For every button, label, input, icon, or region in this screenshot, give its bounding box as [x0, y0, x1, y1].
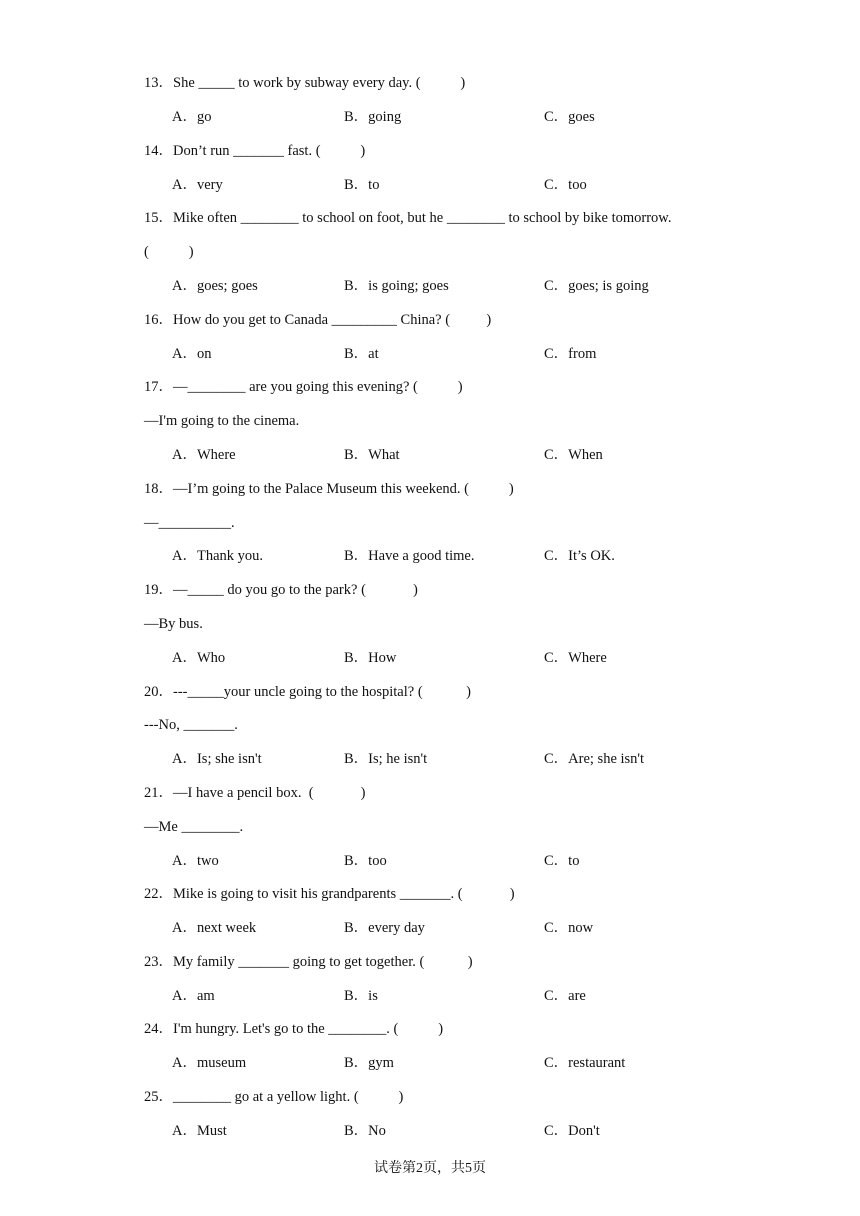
- question-22-stem: 22．Mike is going to visit his grandparents _______. ( ): [144, 886, 515, 902]
- option-c: C．goes: [544, 109, 595, 125]
- question-19-stem: 19．—_____ do you go to the park? ( ): [144, 582, 418, 598]
- option-a: A．goes; goes: [172, 278, 258, 294]
- option-a: A．museum: [172, 1055, 247, 1071]
- option-b: B．going: [344, 109, 402, 125]
- question-18-reply: —__________.: [144, 515, 235, 531]
- question-24-stem: 24．I'm hungry. Let's go to the ________. ( ): [144, 1021, 444, 1037]
- option-c: C．to: [544, 853, 580, 869]
- option-a: A．very: [172, 177, 223, 193]
- option-b: B．too: [344, 853, 387, 869]
- question-20-reply: ---No, _______.: [144, 717, 238, 733]
- option-b: B．No: [344, 1123, 386, 1139]
- option-b: B．to: [344, 177, 380, 193]
- option-a: A．on: [172, 346, 212, 362]
- question-21-stem: 21．—I have a pencil box. ( ): [144, 785, 366, 801]
- question-17-options: [172, 446, 732, 464]
- option-a: A．am: [172, 988, 215, 1004]
- option-b: B．gym: [344, 1055, 394, 1071]
- option-a: A．Thank you.: [172, 548, 264, 564]
- question-23-stem: 23．My family _______ going to get together. ( ): [144, 954, 473, 970]
- option-c: C．When: [544, 447, 603, 463]
- option-b: B．is: [344, 988, 378, 1004]
- option-c: C．too: [544, 177, 587, 193]
- question-25-options: [172, 1122, 732, 1140]
- question-14-options: [172, 176, 732, 194]
- question-19-reply: —By bus.: [144, 616, 203, 632]
- option-b: B．at: [344, 346, 379, 362]
- question-13-options: [172, 108, 732, 126]
- question-17-reply: —I'm going to the cinema.: [144, 413, 300, 429]
- question-15-stem: 15．Mike often ________ to school on foot, but he ________ to school by bike tomorrow.: [144, 210, 672, 226]
- question-17-stem: 17．—________ are you going this evening? ( ): [144, 379, 463, 395]
- option-a: A．Who: [172, 650, 226, 666]
- option-b: B．is going; goes: [344, 278, 449, 294]
- option-c: C．now: [544, 920, 594, 936]
- option-c: C．restaurant: [544, 1055, 626, 1071]
- option-b: B．Have a good time.: [344, 548, 475, 564]
- option-c: C．from: [544, 346, 597, 362]
- question-20-options: [172, 750, 732, 768]
- question-18-options: [172, 547, 732, 565]
- question-23-options: [172, 987, 732, 1005]
- question-20-stem: 20．---_____your uncle going to the hospital? ( ): [144, 684, 471, 700]
- option-a: A．go: [172, 109, 212, 125]
- option-a: A．Is; she isn't: [172, 751, 262, 767]
- option-b: B．How: [344, 650, 397, 666]
- option-a: A．next week: [172, 920, 257, 936]
- option-c: C．Are; she isn't: [544, 751, 645, 767]
- option-b: B．every day: [344, 920, 425, 936]
- question-13-stem: 13．She _____ to work by subway every day. ( ): [144, 75, 466, 91]
- option-b: B．What: [344, 447, 400, 463]
- question-24-options: [172, 1054, 732, 1072]
- question-14-stem: 14．Don’t run _______ fast. ( ): [144, 143, 366, 159]
- option-b: B．Is; he isn't: [344, 751, 428, 767]
- question-16-options: [172, 345, 732, 363]
- option-c: C．goes; is going: [544, 278, 649, 294]
- option-a: A．two: [172, 853, 219, 869]
- option-c: C．are: [544, 988, 586, 1004]
- question-21-options: [172, 852, 732, 870]
- option-c: C．It’s OK.: [544, 548, 615, 564]
- option-a: A．Where: [172, 447, 236, 463]
- question-18-stem: 18．—I’m going to the Palace Museum this weekend. ( ): [144, 481, 514, 497]
- question-15-options: [172, 277, 732, 295]
- option-c: C．Where: [544, 650, 607, 666]
- page-footer: 试卷第2页，共5页: [374, 1161, 486, 1176]
- question-19-options: [172, 649, 732, 667]
- question-22-options: [172, 919, 732, 937]
- question-16-stem: 16．How do you get to Canada _________ China? ( ): [144, 312, 492, 328]
- option-c: C．Don't: [544, 1123, 600, 1139]
- option-a: A．Must: [172, 1123, 227, 1139]
- question-21-reply: —Me ________.: [144, 819, 244, 835]
- question-15-stem-cont: ( ): [144, 244, 194, 260]
- question-25-stem: 25．________ go at a yellow light. ( ): [144, 1089, 404, 1105]
